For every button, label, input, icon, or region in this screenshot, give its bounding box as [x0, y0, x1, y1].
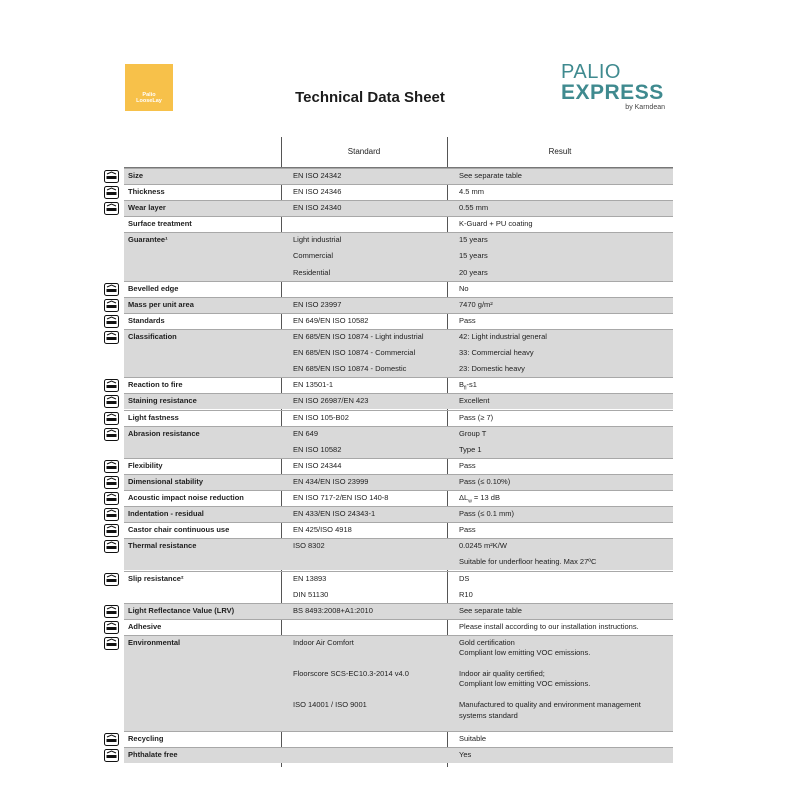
- result-value: 20 years: [459, 267, 488, 277]
- row-separator: [124, 329, 673, 330]
- table-row: [124, 426, 673, 458]
- property-label: Surface treatment: [128, 219, 192, 229]
- result-value: 7470 g/m²: [459, 299, 493, 309]
- dimensional-stability-icon: [104, 476, 119, 489]
- standard-value: EN 13893: [293, 573, 327, 583]
- row-separator: [124, 603, 673, 604]
- result-value: systems standard: [459, 710, 518, 720]
- table-row: [124, 603, 673, 619]
- property-label: Recycling: [128, 733, 164, 743]
- brand-line2: EXPRESS: [561, 81, 664, 104]
- table-row: [124, 410, 673, 426]
- result-value: Manufactured to quality and environment management: [459, 700, 641, 710]
- table-row: [124, 635, 673, 731]
- standard-value: EN ISO 26987/EN 423: [293, 396, 369, 406]
- row-separator: [124, 522, 673, 523]
- standard-value: EN 685/EN ISO 10874 - Light industrial: [293, 332, 424, 341]
- property-label: Classification: [128, 332, 177, 341]
- row-separator: [124, 410, 673, 411]
- standard-value: EN ISO 23997: [293, 299, 342, 309]
- property-label: Light Reflectance Value (LRV): [128, 605, 235, 615]
- property-label: Dimensional stability: [128, 476, 204, 486]
- property-label: Thickness: [128, 187, 165, 197]
- result-value: Pass (≤ 0.1 mm): [459, 509, 514, 519]
- table-row: [124, 474, 673, 490]
- row-separator: [124, 168, 673, 169]
- result-value: Pass: [459, 525, 476, 535]
- property-label: Slip resistance²: [128, 573, 184, 583]
- property-label: Light fastness: [128, 412, 179, 422]
- standard-value: ISO 8302: [293, 541, 325, 551]
- standard-value: EN 649/EN ISO 10582: [293, 315, 369, 325]
- row-separator: [124, 490, 673, 491]
- property-label: Guarantee¹: [128, 235, 168, 245]
- result-value: Pass (≥ 7): [459, 412, 494, 422]
- wear-layer-icon: [104, 202, 119, 215]
- table-row: [124, 184, 673, 200]
- row-separator: [124, 393, 673, 394]
- table-row: [124, 490, 673, 506]
- result-value: Group T: [459, 428, 487, 438]
- result-value: Please install according to our installation instructions.: [459, 621, 639, 631]
- standard-value: EN ISO 24346: [293, 187, 342, 197]
- property-label: Bevelled edge: [128, 283, 179, 293]
- result-value: Pass: [459, 315, 476, 325]
- result-value: 42: Light industrial general: [459, 332, 547, 341]
- result-value: R10: [459, 589, 473, 599]
- thickness-icon: [104, 186, 119, 199]
- row-separator: [124, 619, 673, 620]
- result-value: See separate table: [459, 605, 522, 615]
- table-row: [124, 571, 673, 603]
- standard-value: EN ISO 24344: [293, 460, 342, 470]
- column-header-result: Result: [548, 147, 572, 156]
- property-label: Size: [128, 171, 144, 180]
- abrasion-icon: [104, 428, 119, 441]
- standard-value: EN 685/EN ISO 10874 - Commercial: [293, 348, 416, 358]
- property-label: Standards: [128, 315, 165, 325]
- row-separator: [124, 571, 673, 572]
- result-value: Compliant low emitting VOC emissions.: [459, 648, 591, 658]
- table-row: [124, 619, 673, 635]
- result-value: 0.0245 m²K/W: [459, 541, 507, 551]
- slip-icon: [104, 573, 119, 586]
- brand-line1: PALIO: [561, 61, 621, 83]
- row-separator: [124, 232, 673, 233]
- property-label: Phthalate free: [128, 750, 178, 759]
- result-value: $B_{fl}-s1$: [459, 380, 477, 392]
- castor-chair-icon: [104, 524, 119, 537]
- result-value: 33: Commercial heavy: [459, 348, 534, 358]
- row-separator: [124, 200, 673, 201]
- fire-icon: [104, 379, 119, 392]
- row-separator: [124, 216, 673, 217]
- palio-express-logo: [561, 62, 671, 111]
- row-separator: [124, 313, 673, 314]
- result-value: Suitable: [459, 733, 487, 743]
- standard-value: Indoor Air Comfort: [293, 637, 354, 647]
- classification-icon: [104, 331, 119, 344]
- table-row: [124, 297, 673, 313]
- standard-value: Floorscore SCS-EC10.3-2014 v4.0: [293, 669, 409, 679]
- result-value: 0.55 mm: [459, 203, 489, 213]
- row-separator: [124, 538, 673, 539]
- row-separator: [124, 474, 673, 475]
- result-value: DS: [459, 573, 470, 583]
- row-separator: [124, 281, 673, 282]
- standard-value: EN 434/EN ISO 23999: [293, 476, 369, 486]
- table-row: [124, 168, 673, 184]
- result-value: 15 years: [459, 251, 488, 261]
- bevelled-edge-icon: [104, 283, 119, 296]
- standard-value: Residential: [293, 267, 331, 277]
- lrv-icon: [104, 605, 119, 618]
- sun-icon: [104, 412, 119, 425]
- palio-looselay-logo: Palio LooseLay: [125, 64, 173, 111]
- standard-value: EN ISO 105-B02: [293, 412, 349, 422]
- standard-value: EN ISO 717-2/EN ISO 140-8: [293, 493, 389, 502]
- table-row: [124, 313, 673, 329]
- row-separator: [124, 731, 673, 732]
- standard-value: EN ISO 24342: [293, 171, 342, 180]
- result-value: Yes: [459, 750, 472, 759]
- thermal-icon: [104, 540, 119, 553]
- property-label: Wear layer: [128, 203, 166, 213]
- table-row: [124, 232, 673, 280]
- result-value: 15 years: [459, 235, 488, 245]
- acoustic-icon: [104, 492, 119, 505]
- standard-value: DIN 51130: [293, 589, 329, 599]
- row-separator: [124, 377, 673, 378]
- flexibility-icon: [104, 460, 119, 473]
- standards-icon: [104, 315, 119, 328]
- standard-value: BS 8493:2008+A1:2010: [293, 605, 373, 615]
- table-row: [124, 200, 673, 216]
- row-separator: [124, 747, 673, 748]
- result-value: No: [459, 283, 469, 293]
- standard-value: EN 685/EN ISO 10874 - Domestic: [293, 364, 407, 374]
- result-value: $\Delta L_w = 13$ dB: [459, 493, 500, 505]
- property-label: Flexibility: [128, 460, 163, 470]
- row-separator: [124, 297, 673, 298]
- property-label: Reaction to fire: [128, 380, 183, 390]
- recycling-icon: [104, 733, 119, 746]
- standard-value: EN 433/EN ISO 24343-1: [293, 509, 376, 519]
- row-separator: [124, 506, 673, 507]
- result-value: See separate table: [459, 171, 522, 180]
- property-label: Abrasion resistance: [128, 428, 200, 438]
- property-label: Indentation - residual: [128, 509, 204, 519]
- standard-value: EN 649: [293, 428, 319, 438]
- column-header-standard: Standard: [347, 147, 381, 156]
- standard-value: Commercial: [293, 251, 334, 261]
- staining-icon: [104, 395, 119, 408]
- row-separator: [124, 635, 673, 636]
- result-value: Gold certification: [459, 637, 515, 647]
- phthalate-free-icon: [104, 749, 119, 762]
- weight-icon: [104, 299, 119, 312]
- brand-line3: by Karndean: [625, 104, 665, 111]
- table-row: [124, 329, 673, 377]
- table-row: [124, 506, 673, 522]
- property-label: Adhesive: [128, 621, 162, 631]
- property-label: Castor chair continuous use: [128, 525, 230, 535]
- standard-value: EN 425/ISO 4918: [293, 525, 352, 535]
- standard-value: EN ISO 24340: [293, 203, 342, 213]
- result-value: Suitable for underfloor heating. Max 27ºC: [459, 557, 597, 567]
- result-value: Compliant low emitting VOC emissions.: [459, 679, 591, 689]
- table-row: [124, 747, 673, 763]
- indentation-icon: [104, 508, 119, 521]
- result-value: Pass (≤ 0.10%): [459, 476, 511, 486]
- table-row: [124, 522, 673, 538]
- row-separator: [124, 458, 673, 459]
- adhesive-icon: [104, 621, 119, 634]
- table-row: [124, 538, 673, 570]
- property-label: Environmental: [128, 637, 181, 647]
- result-value: 23: Domestic heavy: [459, 364, 525, 374]
- table-row: [124, 281, 673, 297]
- property-label: Staining resistance: [128, 396, 197, 406]
- result-value: K-Guard + PU coating: [459, 219, 533, 229]
- table-row: [124, 377, 673, 393]
- standard-value: ISO 14001 / ISO 9001: [293, 700, 367, 710]
- property-label: Thermal resistance: [128, 541, 197, 551]
- standard-value: EN ISO 10582: [293, 444, 342, 454]
- result-value: Indoor air quality certified;: [459, 669, 545, 679]
- table-row: [124, 731, 673, 747]
- page-title: Technical Data Sheet: [295, 89, 445, 106]
- standard-value: EN 13501-1: [293, 380, 334, 390]
- result-value: Excellent: [459, 396, 490, 406]
- row-separator: [124, 426, 673, 427]
- table-row: [124, 216, 673, 232]
- environmental-icon: [104, 637, 119, 650]
- ruler-icon: [104, 170, 119, 183]
- row-separator: [124, 184, 673, 185]
- standard-value: Light industrial: [293, 235, 342, 245]
- property-label: Mass per unit area: [128, 299, 194, 309]
- result-value: Type 1: [459, 444, 482, 454]
- result-value: 4.5 mm: [459, 187, 485, 197]
- table-row: [124, 458, 673, 474]
- result-value: Pass: [459, 460, 476, 470]
- property-label: Acoustic impact noise reduction: [128, 493, 244, 502]
- table-row: [124, 393, 673, 409]
